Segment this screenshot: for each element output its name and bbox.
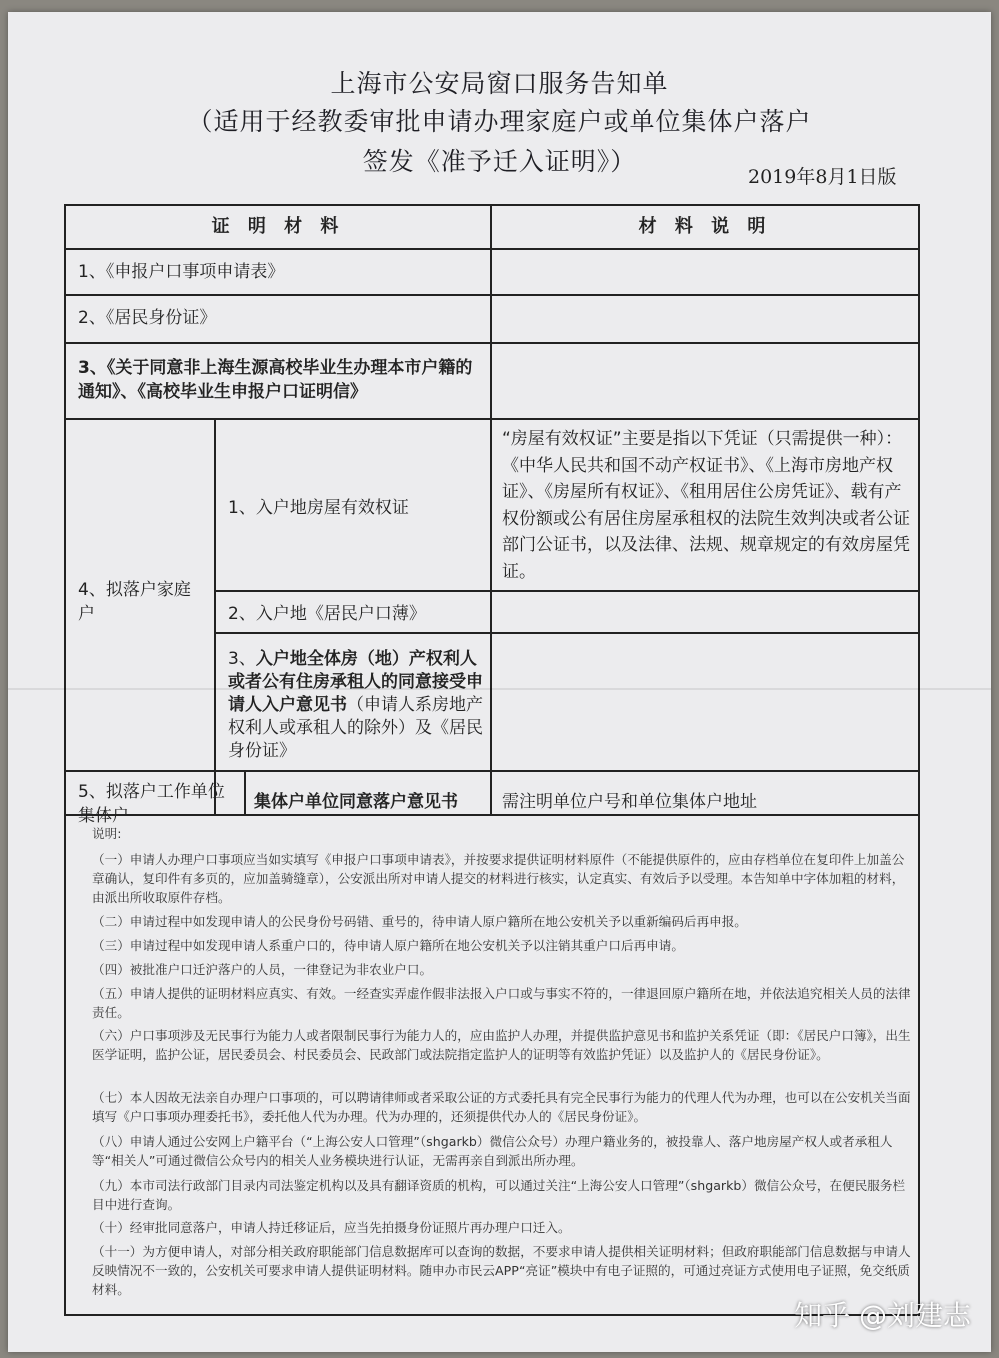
row4-sub1-material: 1、入户地房屋有效权证 bbox=[228, 498, 409, 518]
document-sheet bbox=[8, 12, 991, 1352]
row4-label: 4、拟落户家庭户 bbox=[78, 580, 191, 624]
document-subtitle-2: 签发《准予迁入证明》） bbox=[362, 147, 637, 176]
row5-label: 5、拟落户工作单位集体户 bbox=[78, 782, 225, 826]
note-10: （十）经审批同意落户，申请人持迁移证后，应当先拍摄身份证照片再办理户口迁入。 bbox=[92, 1220, 571, 1235]
document-subtitle: （适用于经教委审批申请办理家庭户或单位集体户落户 bbox=[187, 107, 812, 136]
note-9: （九）本市司法行政部门目录内司法鉴定机构以及具有翻译资质的机构，可以通过关注“上海公安人口管理”（shgarkb）微信公众号，在便民服务栏目中进行查询。 bbox=[92, 1178, 906, 1212]
note-8: （八）申请人通过公安网上户籍平台（“上海公安人口管理”（shgarkb）微信公众号）办理户籍业务的，被投靠人、落户地房屋产权人或者承租人等“相关人”可通过微信公众号内的相关人业务模块进行认证，无需再亲自到派出所办理。 bbox=[92, 1134, 893, 1168]
row4-sub2-material: 2、入户地《居民户口薄》 bbox=[228, 604, 426, 624]
row5-material: 集体户单位同意落户意见书 bbox=[254, 792, 458, 812]
note-11: （十一）为方便申请人，对部分相关政府职能部门信息数据库可以查询的数据，不要求申请人提供相关证明材料；但政府职能部门信息数据与申请人反映情况不一致的，公安机关可要求申请人提供证明材料。随申办市民云APP“亮证”模块中有电子证照的，可通过亮证方式使用电子证照，免交纸质材料。 bbox=[92, 1244, 911, 1297]
note-5: （五）申请人提供的证明材料应真实、有效。一经查实弄虚作假非法报入户口或与事实不符的，一律退回原户籍所在地，并依法追究相关人员的法律责任。 bbox=[92, 986, 911, 1020]
paper-fold-line bbox=[8, 688, 991, 690]
note-2: （二）申请过程中如发现申请人的公民身份号码错、重号的，待申请人原户籍所在地公安机关予以重新编码后再申报。 bbox=[92, 914, 747, 929]
row4-sub3-material: 3、入户地全体房（地）产权利人或者公有住房承租人的同意接受申请人入户意见书（申请人系房地产权利人或承租人的除外）及《居民身份证》 bbox=[228, 649, 483, 761]
row2-material: 2、《居民身份证》 bbox=[78, 308, 217, 328]
note-6: （六）户口事项涉及无民事行为能力人或者限制民事行为能力人的，应由监护人办理，并提供监护意见书和监护关系凭证（即：《居民户口簿》，出生医学证明，监护公证，居民委员会、村民委员会、民政部门或法院指定监护人的证明等有效监护凭证）以及监护人的《居民身份证》。 bbox=[92, 1028, 911, 1062]
col-header-materials: 证 明 材 料 bbox=[211, 216, 345, 237]
row1-material: 1、《申报户口事项申请表》 bbox=[78, 262, 285, 282]
watermark: 知乎 @刘建志 bbox=[794, 1299, 971, 1332]
notes-section bbox=[64, 816, 920, 1316]
version-date: 2019年8月1日版 bbox=[748, 166, 897, 188]
note-4: （四）被批准户口迁沪落户的人员，一律登记为非农业户口。 bbox=[92, 962, 433, 977]
row5-note: 需注明单位户号和单位集体户地址 bbox=[502, 792, 757, 812]
note-7: （七）本人因故无法亲自办理户口事项的，可以聘请律师或者采取公证的方式委托具有完全民事行为能力的代理人代为办理，也可以在公安机关当面填写《户口事项办理委托书》，委托他人代为办理。代为办理的，还须提供代办人的《居民身份证》。 bbox=[92, 1090, 911, 1124]
note-3: （三）申请过程中如发现申请人系重户口的，待申请人原户籍所在地公安机关予以注销其重户口后再申请。 bbox=[92, 938, 684, 953]
document-title: 上海市公安局窗口服务告知单 bbox=[330, 69, 669, 98]
col-header-notes: 材 料 说 明 bbox=[638, 216, 772, 237]
materials-table bbox=[64, 204, 920, 826]
row4-sub1-note: “房屋有效权证”主要是指以下凭证（只需提供一种）：《中华人民共和国不动产权证书》、《上海市房地产权证》、《房屋所有权证》、《租用居住公房凭证》、载有产权份额或公有居住房屋承租权的法院生效判决或者公证部门公证书，以及法律、法规、规章规定的有效房屋凭证。 bbox=[502, 429, 910, 582]
row3-material: 3、《关于同意非上海生源高校毕业生办理本市户籍的通知》、《高校毕业生申报户口证明信》 bbox=[78, 358, 473, 402]
notes-heading: 说明: bbox=[92, 826, 122, 841]
note-1: （一）申请人办理户口事项应当如实填写《申报户口事项申请表》，并按要求提供证明材料原件（不能提供原件的，应由存档单位在复印件上加盖公章确认，复印件有多页的，应加盖骑缝章），公安派出所对申请人提交的材料进行核实，认定真实、有效后予以受理。本告知单中字体加粗的材料，由派出所收取原件存档。 bbox=[92, 852, 905, 905]
